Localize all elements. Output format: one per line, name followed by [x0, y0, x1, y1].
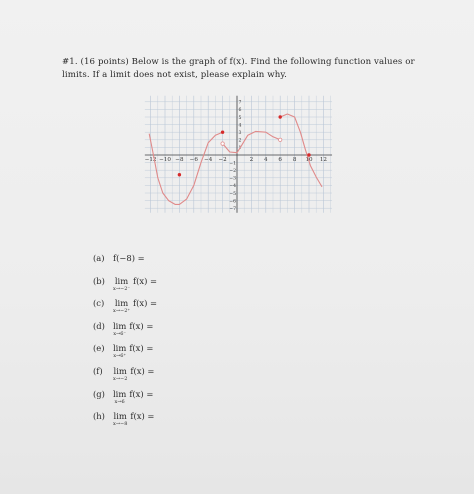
problem-prompt	[62, 56, 432, 82]
y-tick-label: −6	[229, 199, 236, 205]
prompt-line-1: #1. (16 points) Below is the graph of f(x). Find the following function values or	[62, 57, 415, 67]
limit-operator	[113, 321, 126, 337]
open-point	[221, 142, 224, 145]
question-label: (d)	[93, 320, 105, 331]
question-label: (e)	[93, 343, 105, 354]
x-tick-label: 6	[278, 157, 282, 163]
y-tick-label: −7	[229, 207, 236, 212]
x-tick-label: −12	[144, 157, 157, 163]
limit-word: lim	[113, 366, 127, 376]
limit-operator	[113, 389, 126, 405]
limit-subscript: x→−2⁺	[113, 308, 131, 315]
x-tick-label: 4	[264, 157, 268, 163]
question-label: (c)	[93, 298, 105, 309]
limit-word: lim	[113, 388, 127, 399]
limit-word: lim	[113, 411, 127, 422]
y-tick-label: −5	[229, 191, 236, 197]
limit-subscript: x→6⁺	[113, 353, 127, 360]
filled-point	[221, 131, 224, 134]
question-expression: f(x) =	[129, 343, 154, 354]
x-tick-label: −4	[204, 157, 213, 163]
limit-word: lim	[114, 275, 129, 286]
limit-word: lim	[114, 298, 129, 309]
limit-operator	[113, 366, 127, 382]
question-item	[93, 411, 154, 431]
question-expression: f(x) =	[133, 298, 158, 309]
x-tick-label: −10	[159, 157, 171, 163]
y-tick-label: 7	[238, 100, 242, 106]
limit-subscript: x→−8	[113, 421, 128, 428]
open-point	[279, 138, 282, 141]
x-tick-label: −6	[189, 157, 198, 163]
y-tick-label: −3	[229, 176, 236, 182]
limit-operator	[113, 411, 127, 427]
x-tick-label: 8	[292, 157, 297, 163]
y-tick-label: 3	[238, 131, 242, 136]
x-tick-label: 12	[319, 157, 327, 163]
filled-point	[279, 115, 282, 118]
question-label: (h)	[93, 411, 105, 422]
y-tick-label: 5	[238, 115, 242, 121]
question-item	[93, 298, 157, 318]
question-label: (g)	[93, 388, 105, 399]
limit-subscript: x→−2	[113, 376, 128, 382]
y-tick-label: −2	[229, 169, 236, 174]
x-tick-label: 10	[305, 157, 313, 163]
curve-left-branch	[149, 132, 222, 204]
y-tick-label: 2	[238, 138, 242, 144]
y-tick-labels	[229, 100, 241, 212]
limit-subscript: x→6	[114, 398, 125, 405]
limit-word: lim	[113, 343, 127, 354]
filled-point	[178, 173, 181, 176]
question-expression: f(x) =	[129, 320, 154, 331]
question-expression: f(x) =	[130, 411, 155, 422]
question-item	[93, 321, 153, 341]
question-label: (a)	[93, 253, 105, 263]
question-item	[93, 389, 153, 409]
x-tick-label: 2	[249, 157, 254, 163]
question-item	[93, 366, 154, 386]
y-tick-label: −1	[229, 161, 236, 167]
question-item	[93, 276, 157, 296]
curve-right-branch	[280, 114, 322, 187]
limit-subscript: x→−2⁻	[113, 285, 131, 292]
limit-word: lim	[113, 320, 127, 331]
y-tick-label: 4	[238, 123, 242, 129]
limit-operator	[113, 343, 126, 359]
filled-point	[307, 153, 310, 156]
question-expression: f(x) =	[133, 275, 158, 286]
graph-axes	[145, 96, 332, 213]
question-expression: f(x) =	[129, 388, 154, 399]
limit-operator	[113, 276, 130, 292]
y-tick-label: −4	[229, 184, 236, 190]
x-tick-label: −8	[175, 157, 184, 163]
graph-grid	[145, 96, 332, 213]
question-label: (b)	[93, 275, 105, 286]
question-item	[93, 343, 153, 363]
question-item	[93, 253, 145, 273]
prompt-line-2: limits. If a limit does not exist, please explain why.	[62, 70, 288, 80]
y-tick-label: 1	[238, 146, 242, 152]
limit-operator	[113, 298, 130, 314]
question-label: (f)	[93, 366, 103, 376]
y-tick-label: 6	[238, 108, 242, 114]
question-expression: f(x) =	[130, 366, 155, 376]
question-expression: f(−8) =	[113, 253, 145, 263]
x-tick-label: −2	[218, 157, 227, 163]
limit-subscript: x→6⁻	[113, 330, 127, 337]
function-graph	[143, 87, 347, 213]
